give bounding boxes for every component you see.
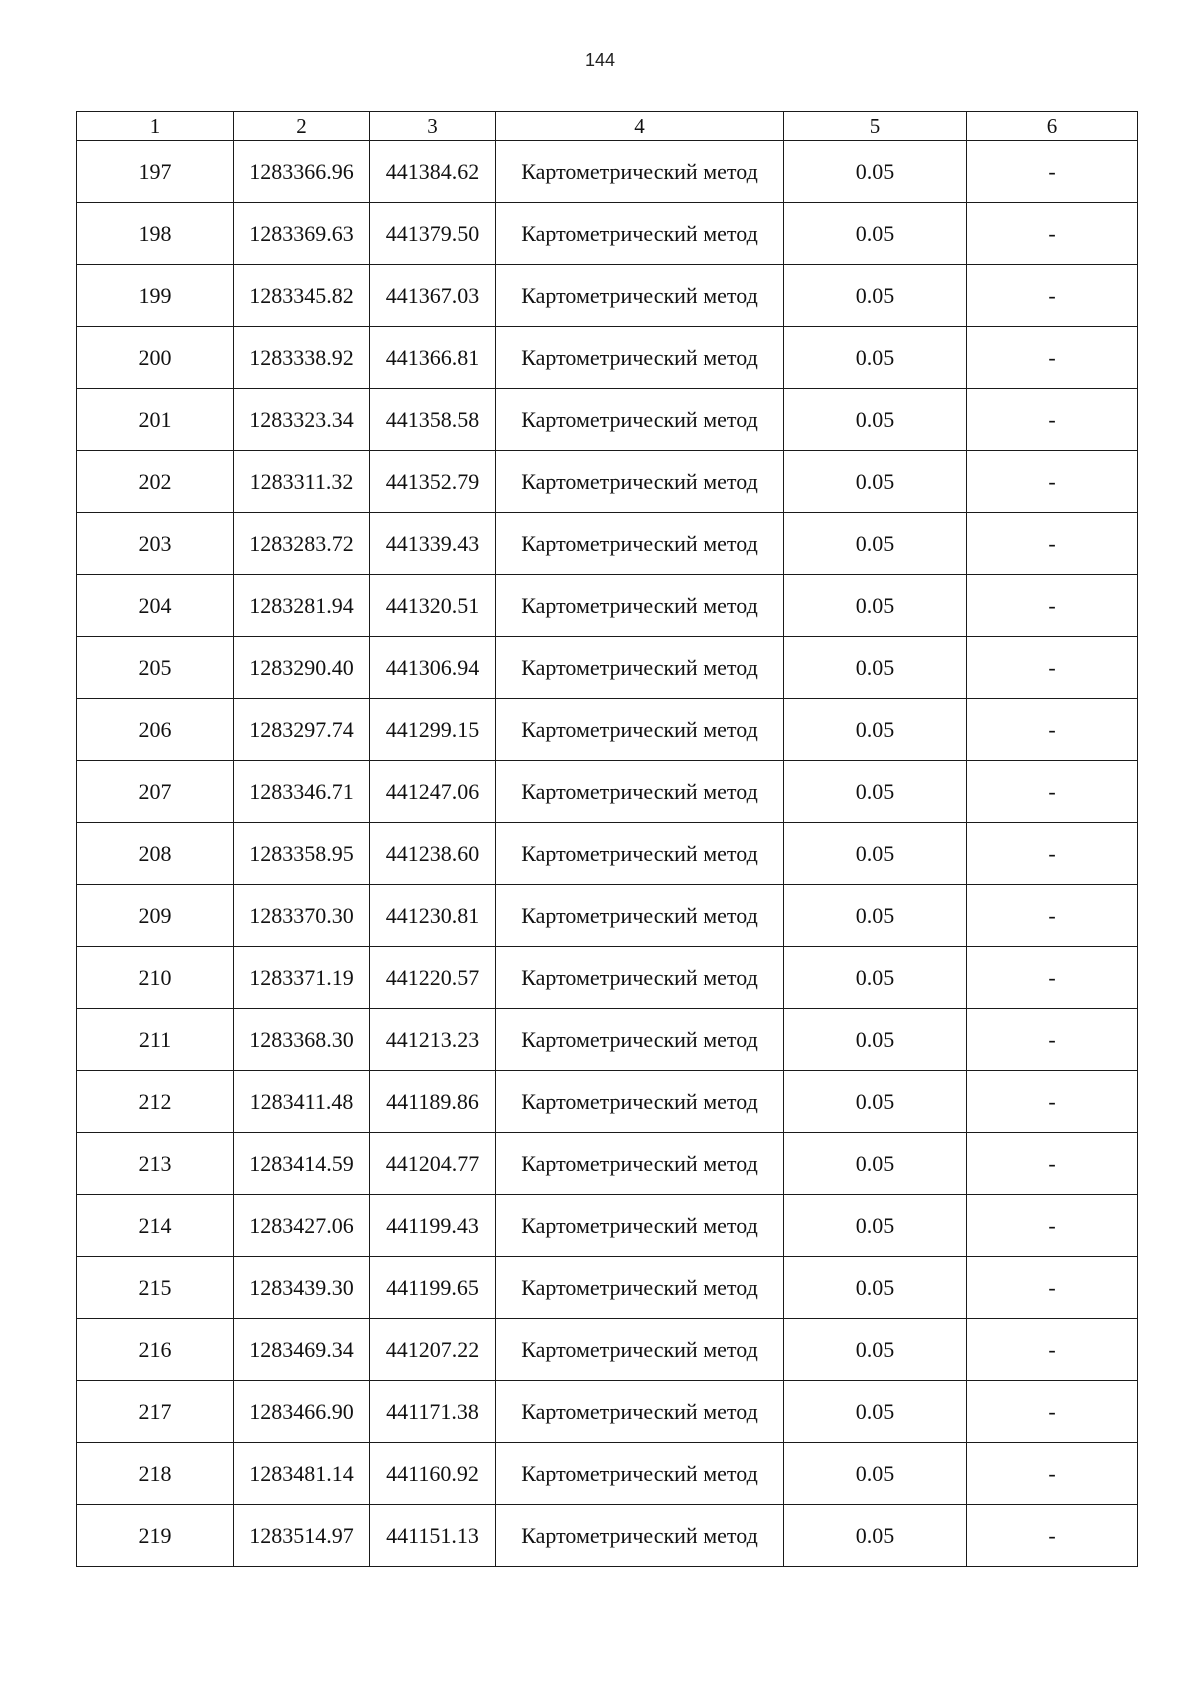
- method-cell: Картометрический метод: [496, 1009, 784, 1071]
- table-row: [77, 1257, 1138, 1319]
- point-number-cell: 216: [77, 1319, 234, 1381]
- table-row: [77, 451, 1138, 513]
- x-coordinate-cell: 1283370.30: [234, 885, 370, 947]
- y-coordinate-cell: 441230.81: [370, 885, 496, 947]
- accuracy-cell: 0.05: [784, 1381, 967, 1443]
- note-cell: -: [967, 1071, 1138, 1133]
- note-cell: -: [967, 513, 1138, 575]
- method-cell: Картометрический метод: [496, 141, 784, 203]
- method-cell: Картометрический метод: [496, 575, 784, 637]
- x-coordinate-cell: 1283311.32: [234, 451, 370, 513]
- accuracy-cell: 0.05: [784, 1195, 967, 1257]
- table-row: [77, 1319, 1138, 1381]
- y-coordinate-cell: 441160.92: [370, 1443, 496, 1505]
- y-coordinate-cell: 441358.58: [370, 389, 496, 451]
- method-cell: Картометрический метод: [496, 265, 784, 327]
- point-number-cell: 217: [77, 1381, 234, 1443]
- accuracy-cell: 0.05: [784, 885, 967, 947]
- accuracy-cell: 0.05: [784, 1505, 967, 1567]
- x-coordinate-cell: 1283411.48: [234, 1071, 370, 1133]
- note-cell: -: [967, 1319, 1138, 1381]
- point-number-cell: 209: [77, 885, 234, 947]
- x-coordinate-cell: 1283297.74: [234, 699, 370, 761]
- note-cell: -: [967, 1009, 1138, 1071]
- y-coordinate-cell: 441379.50: [370, 203, 496, 265]
- column-header-3: 3: [370, 112, 496, 141]
- table-header-row: [77, 112, 1138, 141]
- method-cell: Картометрический метод: [496, 1257, 784, 1319]
- y-coordinate-cell: 441213.23: [370, 1009, 496, 1071]
- accuracy-cell: 0.05: [784, 327, 967, 389]
- point-number-cell: 197: [77, 141, 234, 203]
- y-coordinate-cell: 441366.81: [370, 327, 496, 389]
- table-row: [77, 265, 1138, 327]
- method-cell: Картометрический метод: [496, 1319, 784, 1381]
- x-coordinate-cell: 1283368.30: [234, 1009, 370, 1071]
- note-cell: -: [967, 699, 1138, 761]
- table-row: [77, 885, 1138, 947]
- note-cell: -: [967, 327, 1138, 389]
- method-cell: Картометрический метод: [496, 699, 784, 761]
- table-body: [77, 141, 1138, 1567]
- y-coordinate-cell: 441352.79: [370, 451, 496, 513]
- x-coordinate-cell: 1283371.19: [234, 947, 370, 1009]
- method-cell: Картометрический метод: [496, 947, 784, 1009]
- accuracy-cell: 0.05: [784, 1009, 967, 1071]
- table-row: [77, 1443, 1138, 1505]
- table-row: [77, 947, 1138, 1009]
- method-cell: Картометрический метод: [496, 1195, 784, 1257]
- x-coordinate-cell: 1283366.96: [234, 141, 370, 203]
- y-coordinate-cell: 441306.94: [370, 637, 496, 699]
- method-cell: Картометрический метод: [496, 1443, 784, 1505]
- x-coordinate-cell: 1283346.71: [234, 761, 370, 823]
- note-cell: -: [967, 1505, 1138, 1567]
- point-number-cell: 208: [77, 823, 234, 885]
- table-row: [77, 1071, 1138, 1133]
- y-coordinate-cell: 441320.51: [370, 575, 496, 637]
- y-coordinate-cell: 441207.22: [370, 1319, 496, 1381]
- note-cell: -: [967, 885, 1138, 947]
- point-number-cell: 215: [77, 1257, 234, 1319]
- accuracy-cell: 0.05: [784, 141, 967, 203]
- x-coordinate-cell: 1283338.92: [234, 327, 370, 389]
- table-row: [77, 1133, 1138, 1195]
- note-cell: -: [967, 141, 1138, 203]
- point-number-cell: 207: [77, 761, 234, 823]
- column-header-4: 4: [496, 112, 784, 141]
- point-number-cell: 206: [77, 699, 234, 761]
- table-row: [77, 327, 1138, 389]
- y-coordinate-cell: 441189.86: [370, 1071, 496, 1133]
- note-cell: -: [967, 451, 1138, 513]
- x-coordinate-cell: 1283358.95: [234, 823, 370, 885]
- point-number-cell: 200: [77, 327, 234, 389]
- x-coordinate-cell: 1283369.63: [234, 203, 370, 265]
- note-cell: -: [967, 1257, 1138, 1319]
- point-number-cell: 219: [77, 1505, 234, 1567]
- x-coordinate-cell: 1283290.40: [234, 637, 370, 699]
- y-coordinate-cell: 441204.77: [370, 1133, 496, 1195]
- x-coordinate-cell: 1283469.34: [234, 1319, 370, 1381]
- x-coordinate-cell: 1283481.14: [234, 1443, 370, 1505]
- x-coordinate-cell: 1283323.34: [234, 389, 370, 451]
- table-row: [77, 1195, 1138, 1257]
- y-coordinate-cell: 441367.03: [370, 265, 496, 327]
- accuracy-cell: 0.05: [784, 823, 967, 885]
- method-cell: Картометрический метод: [496, 203, 784, 265]
- note-cell: -: [967, 575, 1138, 637]
- accuracy-cell: 0.05: [784, 637, 967, 699]
- column-header-6: 6: [967, 112, 1138, 141]
- point-number-cell: 199: [77, 265, 234, 327]
- y-coordinate-cell: 441151.13: [370, 1505, 496, 1567]
- x-coordinate-cell: 1283345.82: [234, 265, 370, 327]
- accuracy-cell: 0.05: [784, 265, 967, 327]
- accuracy-cell: 0.05: [784, 389, 967, 451]
- accuracy-cell: 0.05: [784, 1319, 967, 1381]
- y-coordinate-cell: 441220.57: [370, 947, 496, 1009]
- x-coordinate-cell: 1283514.97: [234, 1505, 370, 1567]
- column-header-2: 2: [234, 112, 370, 141]
- method-cell: Картометрический метод: [496, 513, 784, 575]
- point-number-cell: 214: [77, 1195, 234, 1257]
- method-cell: Картометрический метод: [496, 451, 784, 513]
- table-row: [77, 575, 1138, 637]
- note-cell: -: [967, 265, 1138, 327]
- table-row: [77, 513, 1138, 575]
- method-cell: Картометрический метод: [496, 637, 784, 699]
- point-number-cell: 202: [77, 451, 234, 513]
- point-number-cell: 213: [77, 1133, 234, 1195]
- x-coordinate-cell: 1283283.72: [234, 513, 370, 575]
- point-number-cell: 198: [77, 203, 234, 265]
- method-cell: Картометрический метод: [496, 389, 784, 451]
- accuracy-cell: 0.05: [784, 451, 967, 513]
- y-coordinate-cell: 441171.38: [370, 1381, 496, 1443]
- note-cell: -: [967, 1195, 1138, 1257]
- table-row: [77, 823, 1138, 885]
- point-number-cell: 212: [77, 1071, 234, 1133]
- method-cell: Картометрический метод: [496, 761, 784, 823]
- method-cell: Картометрический метод: [496, 1381, 784, 1443]
- method-cell: Картометрический метод: [496, 885, 784, 947]
- y-coordinate-cell: 441299.15: [370, 699, 496, 761]
- x-coordinate-cell: 1283281.94: [234, 575, 370, 637]
- point-number-cell: 204: [77, 575, 234, 637]
- point-number-cell: 210: [77, 947, 234, 1009]
- note-cell: -: [967, 1443, 1138, 1505]
- x-coordinate-cell: 1283439.30: [234, 1257, 370, 1319]
- coordinates-table: [76, 111, 1138, 1567]
- accuracy-cell: 0.05: [784, 947, 967, 1009]
- table-row: [77, 1381, 1138, 1443]
- table-row: [77, 1009, 1138, 1071]
- x-coordinate-cell: 1283414.59: [234, 1133, 370, 1195]
- accuracy-cell: 0.05: [784, 699, 967, 761]
- accuracy-cell: 0.05: [784, 513, 967, 575]
- y-coordinate-cell: 441199.43: [370, 1195, 496, 1257]
- point-number-cell: 218: [77, 1443, 234, 1505]
- accuracy-cell: 0.05: [784, 761, 967, 823]
- table-row: [77, 1505, 1138, 1567]
- method-cell: Картометрический метод: [496, 1133, 784, 1195]
- note-cell: -: [967, 947, 1138, 1009]
- table-row: [77, 203, 1138, 265]
- note-cell: -: [967, 1381, 1138, 1443]
- note-cell: -: [967, 761, 1138, 823]
- point-number-cell: 201: [77, 389, 234, 451]
- accuracy-cell: 0.05: [784, 1257, 967, 1319]
- note-cell: -: [967, 203, 1138, 265]
- table-row: [77, 389, 1138, 451]
- note-cell: -: [967, 1133, 1138, 1195]
- table-row: [77, 761, 1138, 823]
- point-number-cell: 205: [77, 637, 234, 699]
- method-cell: Картометрический метод: [496, 823, 784, 885]
- column-header-5: 5: [784, 112, 967, 141]
- page-number: 144: [584, 50, 616, 70]
- y-coordinate-cell: 441238.60: [370, 823, 496, 885]
- point-number-cell: 203: [77, 513, 234, 575]
- accuracy-cell: 0.05: [784, 1071, 967, 1133]
- x-coordinate-cell: 1283466.90: [234, 1381, 370, 1443]
- note-cell: -: [967, 637, 1138, 699]
- y-coordinate-cell: 441339.43: [370, 513, 496, 575]
- table-row: [77, 637, 1138, 699]
- note-cell: -: [967, 389, 1138, 451]
- x-coordinate-cell: 1283427.06: [234, 1195, 370, 1257]
- method-cell: Картометрический метод: [496, 327, 784, 389]
- accuracy-cell: 0.05: [784, 575, 967, 637]
- y-coordinate-cell: 441247.06: [370, 761, 496, 823]
- accuracy-cell: 0.05: [784, 1443, 967, 1505]
- accuracy-cell: 0.05: [784, 1133, 967, 1195]
- point-number-cell: 211: [77, 1009, 234, 1071]
- method-cell: Картометрический метод: [496, 1505, 784, 1567]
- y-coordinate-cell: 441384.62: [370, 141, 496, 203]
- method-cell: Картометрический метод: [496, 1071, 784, 1133]
- accuracy-cell: 0.05: [784, 203, 967, 265]
- table-row: [77, 141, 1138, 203]
- table-row: [77, 699, 1138, 761]
- note-cell: -: [967, 823, 1138, 885]
- y-coordinate-cell: 441199.65: [370, 1257, 496, 1319]
- column-header-1: 1: [77, 112, 234, 141]
